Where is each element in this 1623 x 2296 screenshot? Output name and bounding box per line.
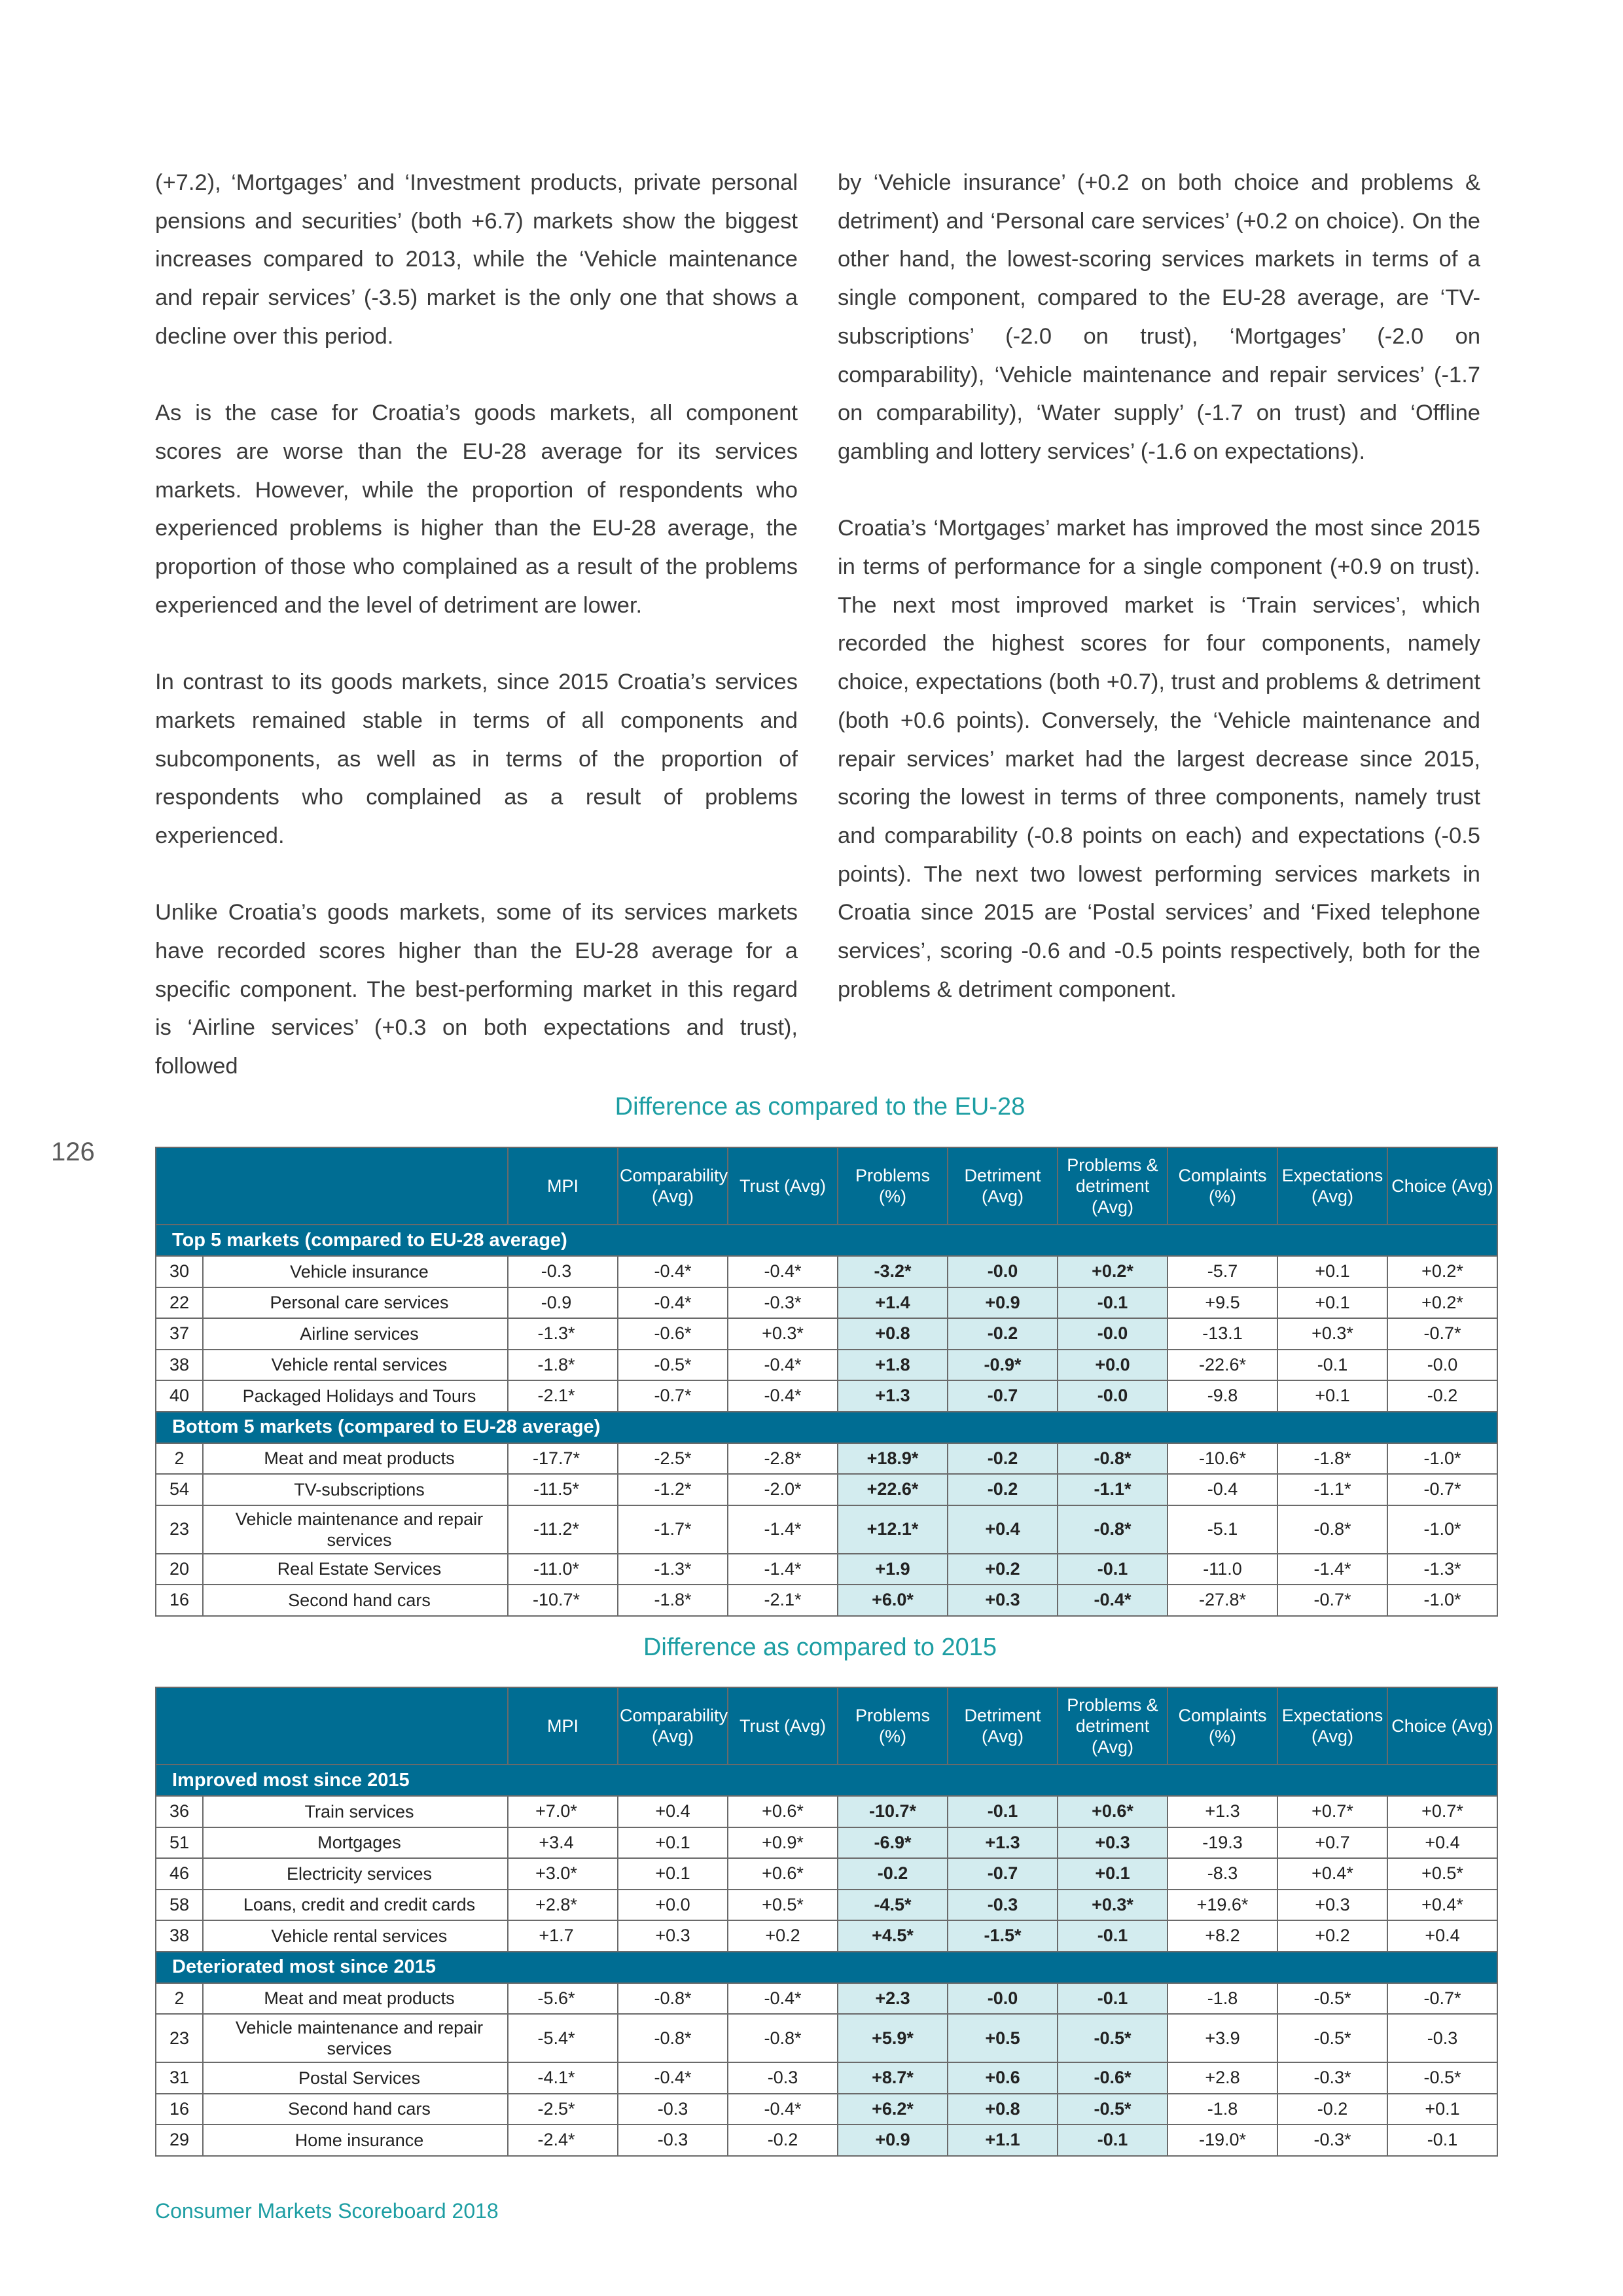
value-cell: +0.5*: [1387, 1858, 1497, 1890]
left-text-column: [155, 164, 798, 1086]
value-cell: -0.7*: [1277, 1585, 1387, 1616]
section-header-row: [156, 1952, 1497, 1983]
value-cell: -0.2: [1277, 2094, 1387, 2125]
value-cell: -27.8*: [1168, 1585, 1277, 1616]
section-header-row: [156, 1225, 1497, 1256]
value-cell: -0.5*: [1277, 2014, 1387, 2062]
value-cell: -0.1: [1277, 1350, 1387, 1381]
value-cell: -0.4*: [728, 1380, 838, 1412]
value-cell: +8.2: [1168, 1920, 1277, 1952]
column-header: Detriment (Avg): [948, 1687, 1058, 1765]
value-cell: +0.5: [948, 2014, 1058, 2062]
value-cell: +0.2: [948, 1554, 1058, 1585]
value-cell: -1.2*: [618, 1474, 728, 1505]
value-cell: -5.6*: [508, 1983, 618, 2015]
market-name: Second hand cars: [203, 2094, 508, 2125]
column-header: Trust (Avg): [728, 1687, 838, 1765]
value-cell: +7.0*: [508, 1796, 618, 1827]
paragraph: In contrast to its goods markets, since 2015 Croatia’s services markets remained stable in terms of all components and subcomponents, as well as in terms of the proportion of respondents who complained as a result of problems experienced.: [155, 670, 798, 848]
value-cell: -2.5*: [618, 1443, 728, 1475]
value-cell: +0.9: [948, 1287, 1058, 1319]
page-number: 126: [51, 1138, 95, 1166]
market-number: 37: [156, 1318, 203, 1350]
column-header: Trust (Avg): [728, 1147, 838, 1225]
column-header: Problems (%): [838, 1687, 948, 1765]
value-cell: -0.1: [1387, 2125, 1497, 2156]
value-cell: +0.1: [1058, 1858, 1168, 1890]
value-cell: -1.4*: [728, 1505, 838, 1554]
value-cell: -0.0: [948, 1983, 1058, 2015]
market-name: Home insurance: [203, 2125, 508, 2156]
market-number: 20: [156, 1554, 203, 1585]
value-cell: -13.1: [1168, 1318, 1277, 1350]
value-cell: -0.1: [948, 1796, 1058, 1827]
market-name: Vehicle maintenance and repair services: [203, 2014, 508, 2062]
paragraph: Unlike Croatia’s goods markets, some of its services markets have recorded scores higher than the EU-28 average for a specific component. The best-performing market in this regard is ‘Airline services’ (+0.3 on both expectations and trust), followed: [155, 900, 798, 1079]
table-row: [156, 2125, 1497, 2156]
market-number: 40: [156, 1380, 203, 1412]
value-cell: -0.3*: [728, 1287, 838, 1319]
table-row: [156, 1505, 1497, 1554]
table-eu28-difference: [155, 1147, 1498, 1617]
column-header: Comparability (Avg): [618, 1147, 728, 1225]
table-row: [156, 1858, 1497, 1890]
value-cell: -8.3: [1168, 1858, 1277, 1890]
value-cell: -0.4*: [1058, 1585, 1168, 1616]
value-cell: -0.9*: [948, 1350, 1058, 1381]
value-cell: +0.7*: [1277, 1796, 1387, 1827]
value-cell: -0.5*: [1058, 2094, 1168, 2125]
value-cell: -2.4*: [508, 2125, 618, 2156]
value-cell: -1.0*: [1387, 1505, 1497, 1554]
value-cell: +0.5*: [728, 1890, 838, 1921]
table-caption-eu28: Difference as compared to the EU-28: [615, 1093, 1026, 1121]
market-number: 36: [156, 1796, 203, 1827]
value-cell: +6.0*: [838, 1585, 948, 1616]
value-cell: -0.3: [618, 2094, 728, 2125]
value-cell: +0.3*: [1277, 1318, 1387, 1350]
market-number: 30: [156, 1256, 203, 1287]
market-name: Real Estate Services: [203, 1554, 508, 1585]
value-cell: -0.7*: [618, 1380, 728, 1412]
value-cell: -0.0: [1387, 1350, 1497, 1381]
value-cell: -0.1: [1058, 1554, 1168, 1585]
value-cell: +1.3: [838, 1380, 948, 1412]
column-header: Problems & detriment (Avg): [1058, 1687, 1168, 1765]
header-blank: [156, 1687, 508, 1765]
value-cell: -0.7: [948, 1858, 1058, 1890]
value-cell: -0.5*: [1387, 2062, 1497, 2094]
market-name: Postal Services: [203, 2062, 508, 2094]
value-cell: +0.8: [948, 2094, 1058, 2125]
value-cell: +0.0: [618, 1890, 728, 1921]
value-cell: +22.6*: [838, 1474, 948, 1505]
value-cell: +0.6: [948, 2062, 1058, 2094]
value-cell: -0.8*: [728, 2014, 838, 2062]
market-name: Vehicle maintenance and repair services: [203, 1505, 508, 1554]
value-cell: -0.2: [948, 1474, 1058, 1505]
market-name: Electricity services: [203, 1858, 508, 1890]
value-cell: -0.7*: [1387, 1474, 1497, 1505]
value-cell: +0.2*: [1387, 1256, 1497, 1287]
value-cell: +2.8: [1168, 2062, 1277, 2094]
value-cell: +0.3*: [1058, 1890, 1168, 1921]
value-cell: -1.8*: [508, 1350, 618, 1381]
value-cell: -4.1*: [508, 2062, 618, 2094]
value-cell: -0.4*: [728, 1350, 838, 1381]
value-cell: -1.8*: [1277, 1443, 1387, 1475]
market-number: 58: [156, 1890, 203, 1921]
value-cell: -1.8*: [618, 1585, 728, 1616]
market-name: Meat and meat products: [203, 1983, 508, 2015]
value-cell: -0.6*: [618, 1318, 728, 1350]
table-row: [156, 2014, 1497, 2062]
value-cell: -17.7*: [508, 1443, 618, 1475]
value-cell: -0.2: [728, 2125, 838, 2156]
value-cell: +0.2: [728, 1920, 838, 1952]
market-name: TV-subscriptions: [203, 1474, 508, 1505]
value-cell: +0.6*: [728, 1858, 838, 1890]
value-cell: -0.3: [1387, 2014, 1497, 2062]
value-cell: +0.4*: [1387, 1890, 1497, 1921]
table-row: [156, 1443, 1497, 1475]
value-cell: +1.8: [838, 1350, 948, 1381]
value-cell: +3.9: [1168, 2014, 1277, 2062]
value-cell: +0.6*: [728, 1796, 838, 1827]
value-cell: -1.1*: [1058, 1474, 1168, 1505]
value-cell: -0.2: [838, 1858, 948, 1890]
header-row: [156, 1147, 1497, 1225]
section-title: Bottom 5 markets (compared to EU-28 average): [156, 1412, 1497, 1443]
value-cell: -0.8*: [1058, 1505, 1168, 1554]
market-number: 38: [156, 1350, 203, 1381]
market-name: Vehicle rental services: [203, 1350, 508, 1381]
value-cell: +0.9*: [728, 1827, 838, 1859]
value-cell: -10.7*: [508, 1585, 618, 1616]
value-cell: -0.5*: [1277, 1983, 1387, 2015]
value-cell: -0.0: [1058, 1318, 1168, 1350]
market-name: Mortgages: [203, 1827, 508, 1859]
value-cell: -0.4: [1168, 1474, 1277, 1505]
column-header: MPI: [508, 1147, 618, 1225]
value-cell: -11.5*: [508, 1474, 618, 1505]
value-cell: +3.4: [508, 1827, 618, 1859]
table-row: [156, 2062, 1497, 2094]
market-number: 2: [156, 1443, 203, 1475]
value-cell: -10.7*: [838, 1796, 948, 1827]
value-cell: -1.8: [1168, 1983, 1277, 2015]
value-cell: -0.8*: [1277, 1505, 1387, 1554]
value-cell: +8.7*: [838, 2062, 948, 2094]
value-cell: +0.7: [1277, 1827, 1387, 1859]
column-header: Expectations (Avg): [1277, 1687, 1387, 1765]
value-cell: -2.0*: [728, 1474, 838, 1505]
market-number: 31: [156, 2062, 203, 2094]
value-cell: -0.7*: [1387, 1983, 1497, 2015]
right-text-column: [838, 164, 1480, 1009]
value-cell: +0.4: [1387, 1827, 1497, 1859]
value-cell: -2.1*: [728, 1585, 838, 1616]
value-cell: -0.2: [1387, 1380, 1497, 1412]
value-cell: -1.7*: [618, 1505, 728, 1554]
value-cell: +0.1: [618, 1858, 728, 1890]
market-name: Packaged Holidays and Tours: [203, 1380, 508, 1412]
value-cell: +0.1: [1277, 1256, 1387, 1287]
value-cell: -10.6*: [1168, 1443, 1277, 1475]
table-row: [156, 1890, 1497, 1921]
value-cell: -0.7*: [1387, 1318, 1497, 1350]
table-row: [156, 1920, 1497, 1952]
table-row: [156, 1474, 1497, 1505]
market-number: 46: [156, 1858, 203, 1890]
value-cell: +0.4: [618, 1796, 728, 1827]
market-name: Meat and meat products: [203, 1443, 508, 1475]
section-header-row: [156, 1765, 1497, 1796]
value-cell: -0.1: [1058, 1983, 1168, 2015]
column-header: Comparability (Avg): [618, 1687, 728, 1765]
value-cell: +12.1*: [838, 1505, 948, 1554]
value-cell: +0.8: [838, 1318, 948, 1350]
value-cell: -0.3: [948, 1890, 1058, 1921]
value-cell: -1.3*: [1387, 1554, 1497, 1585]
market-name: Airline services: [203, 1318, 508, 1350]
value-cell: +4.5*: [838, 1920, 948, 1952]
value-cell: -0.2: [948, 1443, 1058, 1475]
value-cell: +0.4*: [1277, 1858, 1387, 1890]
value-cell: +1.4: [838, 1287, 948, 1319]
value-cell: +18.9*: [838, 1443, 948, 1475]
value-cell: -0.4*: [728, 1983, 838, 2015]
value-cell: +0.3: [1277, 1890, 1387, 1921]
value-cell: -0.3: [508, 1256, 618, 1287]
paragraph: As is the case for Croatia’s goods markets, all component scores are worse than the EU-28 average for its services markets. However, while the proportion of respondents who experienced problems is higher than the EU-28 average, the proportion of those who complained as a result of the problems experienced and the level of detriment are lower.: [155, 401, 798, 618]
value-cell: -3.2*: [838, 1256, 948, 1287]
value-cell: -0.3*: [1277, 2125, 1387, 2156]
value-cell: -0.0: [1058, 1380, 1168, 1412]
value-cell: -0.1: [1058, 1287, 1168, 1319]
paragraph: (+7.2), ‘Mortgages’ and ‘Investment products, private personal pensions and securities’ (both +6.7) markets show the biggest increases compared to 2013, while the ‘Vehicle maintenance and repair services’ (-3.5) market is the only one that shows a decline over this period.: [155, 170, 798, 349]
value-cell: +0.4: [948, 1505, 1058, 1554]
column-header: Choice (Avg): [1387, 1147, 1497, 1225]
value-cell: -0.5*: [618, 1350, 728, 1381]
value-cell: +0.1: [618, 1827, 728, 1859]
market-name: Train services: [203, 1796, 508, 1827]
section-title: Improved most since 2015: [156, 1765, 1497, 1796]
value-cell: -1.0*: [1387, 1443, 1497, 1475]
value-cell: -4.5*: [838, 1890, 948, 1921]
value-cell: +2.3: [838, 1983, 948, 2015]
value-cell: -0.4*: [618, 1256, 728, 1287]
market-number: 16: [156, 1585, 203, 1616]
header-row: [156, 1687, 1497, 1765]
table-row: [156, 1796, 1497, 1827]
value-cell: +1.9: [838, 1554, 948, 1585]
market-number: 22: [156, 1287, 203, 1319]
value-cell: -0.3: [618, 2125, 728, 2156]
market-name: Vehicle insurance: [203, 1256, 508, 1287]
value-cell: -0.0: [948, 1256, 1058, 1287]
value-cell: -0.4*: [728, 2094, 838, 2125]
market-number: 38: [156, 1920, 203, 1952]
value-cell: -22.6*: [1168, 1350, 1277, 1381]
table-caption-2015: Difference as compared to 2015: [643, 1634, 997, 1661]
value-cell: -1.3*: [618, 1554, 728, 1585]
value-cell: +3.0*: [508, 1858, 618, 1890]
value-cell: +1.3: [1168, 1796, 1277, 1827]
value-cell: +0.1: [1387, 2094, 1497, 2125]
value-cell: +0.3*: [728, 1318, 838, 1350]
value-cell: -19.0*: [1168, 2125, 1277, 2156]
value-cell: -0.8*: [618, 1983, 728, 2015]
market-number: 2: [156, 1983, 203, 2015]
table-row: [156, 1983, 1497, 2015]
value-cell: -2.8*: [728, 1443, 838, 1475]
table-row: [156, 1827, 1497, 1859]
market-number: 29: [156, 2125, 203, 2156]
value-cell: -0.8*: [1058, 1443, 1168, 1475]
footer-publication-title: Consumer Markets Scoreboard 2018: [155, 2199, 499, 2223]
value-cell: +0.3: [948, 1585, 1058, 1616]
column-header: MPI: [508, 1687, 618, 1765]
value-cell: +9.5: [1168, 1287, 1277, 1319]
market-name: Vehicle rental services: [203, 1920, 508, 1952]
table-row: [156, 1318, 1497, 1350]
value-cell: +0.1: [1277, 1380, 1387, 1412]
value-cell: +0.1: [1277, 1287, 1387, 1319]
value-cell: -1.4*: [728, 1554, 838, 1585]
value-cell: -0.7: [948, 1380, 1058, 1412]
value-cell: -0.2: [948, 1318, 1058, 1350]
value-cell: -0.4*: [728, 1256, 838, 1287]
value-cell: +0.7*: [1387, 1796, 1497, 1827]
column-header: Complaints (%): [1168, 1687, 1277, 1765]
value-cell: +0.6*: [1058, 1796, 1168, 1827]
value-cell: +1.1: [948, 2125, 1058, 2156]
table-row: [156, 1350, 1497, 1381]
value-cell: +0.2: [1277, 1920, 1387, 1952]
value-cell: +5.9*: [838, 2014, 948, 2062]
value-cell: -11.2*: [508, 1505, 618, 1554]
value-cell: -5.7: [1168, 1256, 1277, 1287]
value-cell: -0.3*: [1277, 2062, 1387, 2094]
paragraph: Croatia’s ‘Mortgages’ market has improved the most since 2015 in terms of performance for a single component (+0.9 on trust). The next most improved market is ‘Train services’, which recorded the highest scores for four components, namely choice, expectations (both +0.7), trust and problems & detriment (both +0.6 points). Conversely, the ‘Vehicle maintenance and repair services’ market had the largest decrease since 2015, scoring the lowest in terms of three components, namely trust and comparability (-0.8 points on each) and expectations (-0.5 points). The next two lowest performing services markets in Croatia since 2015 are ‘Postal services’ and ‘Fixed telephone services’, scoring -0.6 and -0.5 points respectively, both for the problems & detriment component.: [838, 516, 1480, 1002]
value-cell: -5.1: [1168, 1505, 1277, 1554]
value-cell: +1.7: [508, 1920, 618, 1952]
paragraph: by ‘Vehicle insurance’ (+0.2 on both choice and problems & detriment) and ‘Personal care services’ (+0.2 on choice). On the other hand, the lowest-scoring services markets in terms of a single component, compared to the EU-28 average, are ‘TV-subscriptions’ (-2.0 on trust), ‘Mortgages’ (-2.0 on comparability), ‘Vehicle maintenance and repair services’ (-1.7 on comparability), ‘Water supply’ (-1.7 on trust) and ‘Offline gambling and lottery services’ (-1.6 on expectations).: [838, 170, 1480, 464]
value-cell: -2.5*: [508, 2094, 618, 2125]
value-cell: +1.3: [948, 1827, 1058, 1859]
table-row: [156, 1380, 1497, 1412]
value-cell: +0.3: [1058, 1827, 1168, 1859]
value-cell: -0.8*: [618, 2014, 728, 2062]
table-row: [156, 1585, 1497, 1616]
value-cell: -19.3: [1168, 1827, 1277, 1859]
column-header: Complaints (%): [1168, 1147, 1277, 1225]
value-cell: -0.4*: [618, 2062, 728, 2094]
header-blank: [156, 1147, 508, 1225]
market-name: Loans, credit and credit cards: [203, 1890, 508, 1921]
value-cell: -1.5*: [948, 1920, 1058, 1952]
value-cell: -1.0*: [1387, 1585, 1497, 1616]
value-cell: +0.2*: [1387, 1287, 1497, 1319]
market-name: Second hand cars: [203, 1585, 508, 1616]
value-cell: +0.0: [1058, 1350, 1168, 1381]
column-header: Choice (Avg): [1387, 1687, 1497, 1765]
value-cell: +0.9: [838, 2125, 948, 2156]
value-cell: -1.3*: [508, 1318, 618, 1350]
table-row: [156, 1287, 1497, 1319]
column-header: Expectations (Avg): [1277, 1147, 1387, 1225]
section-title: Deteriorated most since 2015: [156, 1952, 1497, 1983]
market-name: Personal care services: [203, 1287, 508, 1319]
value-cell: -2.1*: [508, 1380, 618, 1412]
value-cell: -0.9: [508, 1287, 618, 1319]
table-row: [156, 2094, 1497, 2125]
value-cell: +2.8*: [508, 1890, 618, 1921]
market-number: 51: [156, 1827, 203, 1859]
value-cell: -0.3: [728, 2062, 838, 2094]
value-cell: +0.2*: [1058, 1256, 1168, 1287]
value-cell: +0.3: [618, 1920, 728, 1952]
market-number: 54: [156, 1474, 203, 1505]
table-row: [156, 1256, 1497, 1287]
market-number: 16: [156, 2094, 203, 2125]
value-cell: +0.4: [1387, 1920, 1497, 1952]
value-cell: -5.4*: [508, 2014, 618, 2062]
section-header-row: [156, 1412, 1497, 1443]
value-cell: -0.5*: [1058, 2014, 1168, 2062]
value-cell: -1.1*: [1277, 1474, 1387, 1505]
value-cell: -0.1: [1058, 1920, 1168, 1952]
value-cell: -6.9*: [838, 1827, 948, 1859]
column-header: Detriment (Avg): [948, 1147, 1058, 1225]
value-cell: -0.4*: [618, 1287, 728, 1319]
value-cell: -11.0*: [508, 1554, 618, 1585]
value-cell: -11.0: [1168, 1554, 1277, 1585]
table-row: [156, 1554, 1497, 1585]
value-cell: -0.1: [1058, 2125, 1168, 2156]
value-cell: -9.8: [1168, 1380, 1277, 1412]
section-title: Top 5 markets (compared to EU-28 average): [156, 1225, 1497, 1256]
value-cell: -1.8: [1168, 2094, 1277, 2125]
market-number: 23: [156, 1505, 203, 1554]
value-cell: +6.2*: [838, 2094, 948, 2125]
value-cell: -0.6*: [1058, 2062, 1168, 2094]
table-2015-difference: [155, 1687, 1498, 2157]
value-cell: +19.6*: [1168, 1890, 1277, 1921]
value-cell: -1.4*: [1277, 1554, 1387, 1585]
column-header: Problems & detriment (Avg): [1058, 1147, 1168, 1225]
market-number: 23: [156, 2014, 203, 2062]
column-header: Problems (%): [838, 1147, 948, 1225]
